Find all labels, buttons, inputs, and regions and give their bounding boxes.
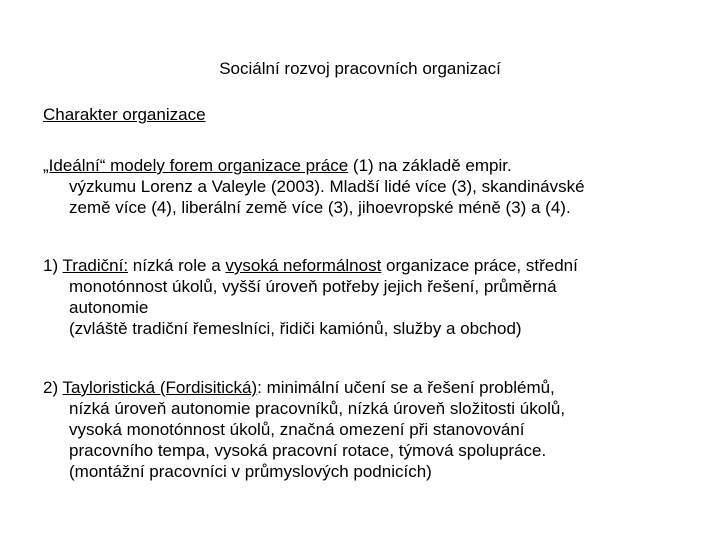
intro-paragraph (43, 155, 683, 218)
type-2-examples: (montážní pracovníci v průmyslových podnicích) (69, 462, 432, 481)
type-2-line-2: nízká úroveň autonomie pracovníků, nízká úroveň složitosti úkolů, (69, 399, 566, 418)
intro-line-1 (43, 155, 683, 176)
type-1-paragraph (43, 255, 683, 339)
type-1-line-2: monotónnost úkolů, vyšší úroveň potřeby jejich řešení, průměrná (69, 277, 557, 296)
type-2-line-1 (43, 377, 683, 398)
type-2-line-4: pracovního tempa, vysoká pracovní rotace, týmová spolupráce. (69, 441, 547, 460)
intro-line-1-rest: (1) na základě empir. (348, 156, 512, 175)
intro-line-2: výzkumu Lorenz a Valeyle (2003). Mladší lidé více (3), skandinávské (69, 177, 585, 196)
type-1-line-3: autonomie (69, 298, 149, 317)
type-1-line-1 (43, 255, 683, 276)
type-1-key-term: vysoká neformálnost (225, 256, 382, 275)
type-1-name: Tradiční: (62, 256, 129, 275)
type-2-number: 2) (43, 378, 63, 397)
type-2-line-3: vysoká monotónnost úkolů, značná omezení při stanovování (69, 420, 525, 439)
section-heading: Charakter organizace (43, 105, 206, 124)
type-2-text-a: : minimální učení se a řešení problémů, (257, 378, 555, 397)
ideal-models-term: „Ideální“ modely forem organizace práce (43, 156, 349, 175)
type-2-name: Tayloristická (Fordisitická) (62, 378, 258, 397)
type-1-text-a: nízká role a (128, 256, 226, 275)
intro-line-3: země více (4), liberální země více (3), jihoevropské méně (3) a (4). (69, 198, 571, 217)
type-1-text-b: organizace práce, střední (381, 256, 578, 275)
slide-title: Sociální rozvoj pracovních organizací (219, 59, 501, 78)
type-2-paragraph (43, 377, 683, 482)
type-1-number: 1) (43, 256, 63, 275)
type-1-examples: (zvláště tradiční řemeslníci, řidiči kamiónů, služby a obchod) (69, 319, 522, 338)
